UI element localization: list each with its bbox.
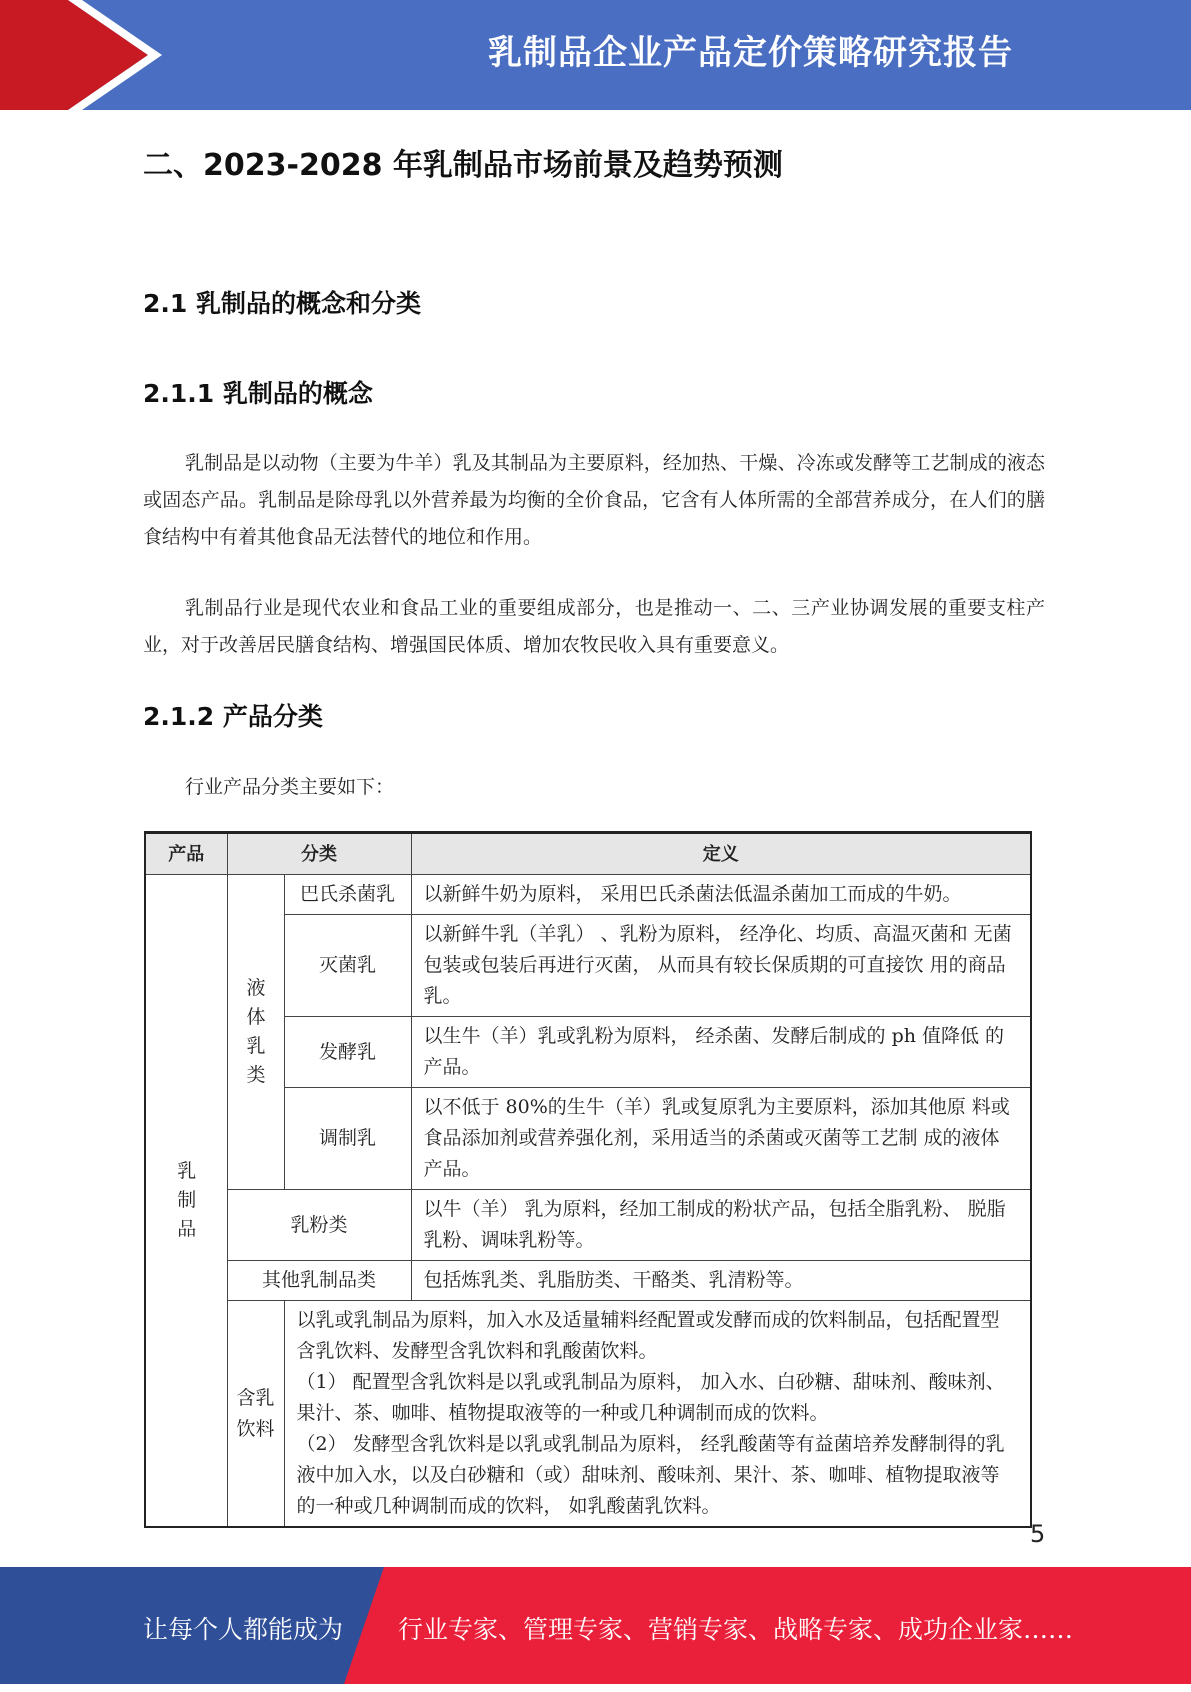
category-definition: 以牛（羊） 乳为原料，经加工制成的粉状产品，包括全脂乳粉、 脱脂乳粉、调味乳粉等。 — [411, 1190, 1031, 1261]
page-number: 5 — [1030, 1520, 1046, 1548]
page-footer — [0, 1567, 1191, 1684]
table-intro: 行业产品分类主要如下： — [185, 776, 395, 798]
section-heading-2-1-2: 2.1.2 产品分类 — [143, 702, 323, 731]
category-definition: 以生牛（羊）乳或乳粉为原料， 经杀菌、发酵后制成的 ph 值降低 的产品。 — [411, 1017, 1031, 1088]
paragraph-industry: 乳制品行业是现代农业和食品工业的重要组成部分，也是推动一、二、三产业协调发展的重要支柱产业，对于改善居民膳食结构、增强国民体质、增加农牧民收入具有重要意义。 — [143, 597, 1045, 656]
section-heading-2-1: 2.1 乳制品的概念和分类 — [143, 289, 421, 318]
liquid-milk-label: 液体乳类 — [246, 977, 266, 1086]
category-name: 灭菌乳 — [284, 915, 411, 1017]
page-header — [0, 0, 1191, 110]
table-row — [145, 1190, 1031, 1261]
beverage-definition — [284, 1301, 1031, 1528]
table-row — [145, 1301, 1031, 1528]
footer-slogan-left: 让每个人都能成为 — [143, 1615, 344, 1644]
beverage-def-line-1: 以乳或乳制品为原料，加入水及适量辅料经配置或发酵而成的饮料制品，包括配置型含乳饮料、发酵型含乳饮料和乳酸菌饮料。 — [296, 1309, 1000, 1362]
category-definition: 以新鲜牛奶为原料， 采用巴氏杀菌法低温杀菌加工而成的牛奶。 — [411, 875, 1031, 915]
paragraph-concept: 乳制品是以动物（主要为牛羊）乳及其制品为主要原料，经加热、干燥、冷冻或发酵等工艺制成的液态或固态产品。乳制品是除母乳以外营养最为均衡的全价食品，它含有人体所需的全部营养成分，在人们的膳食结构中有着其他食品无法替代的地位和作用。 — [143, 452, 1045, 548]
table-row — [145, 875, 1031, 915]
category-name: 调制乳 — [284, 1088, 411, 1190]
header-category: 分类 — [227, 833, 411, 875]
chapter-title: 二、2023-2028 年乳制品市场前景及趋势预测 — [143, 148, 783, 183]
category-name: 乳粉类 — [227, 1190, 411, 1261]
dairy-product-cell — [145, 875, 227, 1528]
table-row — [145, 1261, 1031, 1301]
product-classification-table — [144, 831, 1032, 1528]
beverage-def-line-3: （2） 发酵型含乳饮料是以乳或乳制品为原料， 经乳酸菌等有益菌培养发酵制得的乳 液中加入水，以及白砂糖和（或）甜味剂、酸味剂、果汁、茶、咖啡、植物提取液等 的一种或几种调制而成的饮料， 如乳酸菌乳饮料。 — [296, 1433, 1005, 1517]
header-product: 产品 — [145, 833, 227, 875]
beverage-def-line-2: （1） 配置型含乳饮料是以乳或乳制品为原料， 加入水、白砂糖、甜味剂、酸味剂、 果汁、茶、咖啡、植物提取液等的一种或几种调制而成的饮料。 — [296, 1371, 1005, 1424]
category-name: 发酵乳 — [284, 1017, 411, 1088]
beverage-label: 含乳饮料 — [236, 1386, 275, 1440]
category-definition: 以不低于 80%的生牛（羊）乳或复原乳为主要原料，添加其他原 料或食品添加剂或营养强化剂，采用适当的杀菌或灭菌等工艺制 成的液体产品。 — [411, 1088, 1031, 1190]
category-definition: 以新鲜牛乳（羊乳） 、乳粉为原料， 经净化、均质、高温灭菌和 无菌包装或包装后再进行灭菌， 从而具有较长保质期的可直接饮 用的商品乳。 — [411, 915, 1031, 1017]
category-name: 其他乳制品类 — [227, 1261, 411, 1301]
category-name: 巴氏杀菌乳 — [284, 875, 411, 915]
report-title: 乳制品企业产品定价策略研究报告 — [488, 33, 1013, 73]
table-header-row — [145, 833, 1031, 875]
footer-slogan-right: 行业专家、管理专家、营销专家、战略专家、成功企业家…… — [398, 1615, 1074, 1644]
header-definition: 定义 — [411, 833, 1031, 875]
beverage-product-cell — [227, 1301, 284, 1528]
category-definition: 包括炼乳类、乳脂肪类、干酪类、乳清粉等。 — [411, 1261, 1031, 1301]
liquid-milk-cell — [227, 875, 284, 1190]
section-heading-2-1-1: 2.1.1 乳制品的概念 — [143, 379, 373, 408]
dairy-label: 乳制品 — [177, 1160, 197, 1240]
